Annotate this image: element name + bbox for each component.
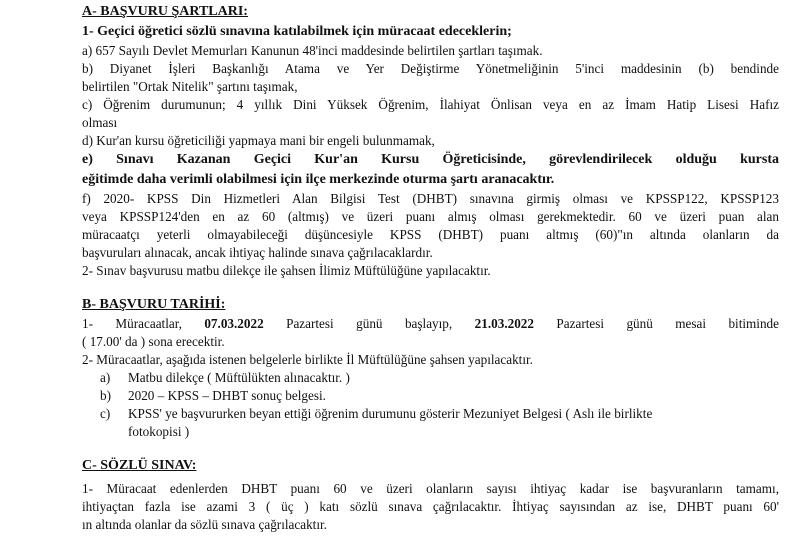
section-a-item-1: 1- Geçici öğretici sözlü sınavına katılabilmek için müracaat edeceklerin; xyxy=(82,24,512,39)
application-dates-line xyxy=(82,315,779,333)
section-b-heading: B- BAŞVURU TARİHİ: xyxy=(82,297,226,312)
document-item-c-continued xyxy=(100,423,779,441)
document-item-b xyxy=(100,387,779,405)
dates-middle: Pazartesi günü başlayıp, xyxy=(263,316,475,331)
condition-c-line-1: c) Öğrenim durumunun; 4 yıllık Dini Yüksek Öğrenim, İlahiyat Önlisan veya en az İmam Hatip Lisesi Hafız xyxy=(82,97,779,112)
condition-d: d) Kur'an kursu öğreticiliği yapmaya mani bir engeli bulunmamak, xyxy=(82,133,435,148)
document-item-a xyxy=(100,369,779,387)
list-text: fotokopisi ) xyxy=(128,424,190,439)
condition-f-line-1: f) 2020- KPSS Din Hizmetleri Alan Bilgisi Test (DHBT) sınavına girmiş olması ve KPSSP122, KPSSP123 xyxy=(82,191,779,206)
oral-exam-line-1: 1- Müracaat edenlerden DHBT puanı 60 ve üzeri olanların sayısı ihtiyaç kadar ise başvuranların tamamı, xyxy=(82,481,779,496)
condition-e-line-1: e) Sınavı Kazanan Geçici Kur'an Kursu Öğreticisinde, görevlendirilecek olduğu kursta xyxy=(82,152,779,167)
condition-e-line-2: eğitimde daha verimli olabilmesi için ilçe merkezinde oturma şartı aranacaktır. xyxy=(82,172,555,187)
end-date: 21.03.2022 xyxy=(474,316,534,331)
condition-f-line-3: müracaatçı yeterli olmayabileceği düşüncesiyle KPSS (DHBT) puanı altmış (60)"ın altında olanların da xyxy=(82,227,779,242)
dates-prefix: 1- Müracaatlar, xyxy=(82,316,205,331)
section-a-heading: A- BAŞVURU ŞARTLARI: xyxy=(82,4,248,19)
section-c-heading: C- SÖZLÜ SINAV: xyxy=(82,458,197,473)
application-deadline-time: ( 17.00' da ) sona erecektir. xyxy=(82,334,225,349)
list-label: c) xyxy=(100,406,111,421)
list-label: a) xyxy=(100,370,111,385)
list-text: KPSS' ye başvururken beyan ettiği öğrenim durumunu gösterir Mezuniyet Belgesi ( Aslı ile birlikte xyxy=(128,406,653,421)
condition-c-line-2: olması xyxy=(82,115,118,130)
condition-a: a) 657 Sayılı Devlet Memurları Kanunun 48'inci maddesinde belirtilen şartları taşımak. xyxy=(82,43,543,58)
condition-f-line-2: veya KPSSP124'den en az 60 (altmış) ve üzeri puanı almış olması gerekmektedir. 60 ve üzeri puan alan xyxy=(82,209,779,224)
required-documents-list xyxy=(82,369,779,441)
spacer xyxy=(82,441,779,456)
list-text: 2020 – KPSS – DHBT sonuç belgesi. xyxy=(128,388,326,403)
condition-b-line-2: belirtilen "Ortak Nitelik" şartını taşımak, xyxy=(82,79,298,94)
dates-suffix: Pazartesi günü mesai bitiminde xyxy=(533,316,780,331)
list-text: Matbu dilekçe ( Müftülükten alınacaktır. ) xyxy=(128,370,350,385)
oral-exam-line-2: ihtiyaçtan fazla ise azami 3 ( üç ) katı sözlü sınava çağrılacaktır. İhtiyaç sayısından az ise, DHBT puanı 60' xyxy=(82,499,779,514)
condition-f-line-4: başvuruları alınacak, ancak ihtiyaç halinde sınava çağrılacaklardır. xyxy=(82,245,433,260)
section-b-item-2: 2- Müracaatlar, aşağıda istenen belgelerle birlikte İl Müftülüğüne şahsen yapılacaktır. xyxy=(82,352,533,367)
start-date: 07.03.2022 xyxy=(204,316,264,331)
condition-b-line-1: b) Diyanet İşleri Başkanlığı Atama ve Yer Değiştirme Yönetmeliğinin 5'inci maddesinin (b) bendinde xyxy=(82,61,779,76)
oral-exam-line-3: ın altında olanlar da sözlü sınava çağrılacaktır. xyxy=(82,517,327,532)
document-item-c xyxy=(100,405,779,423)
spacer xyxy=(82,280,779,295)
list-label: b) xyxy=(100,388,111,403)
section-a-item-2: 2- Sınav başvurusu matbu dilekçe ile şahsen İlimiz Müftülüğüne yapılacaktır. xyxy=(82,263,491,278)
